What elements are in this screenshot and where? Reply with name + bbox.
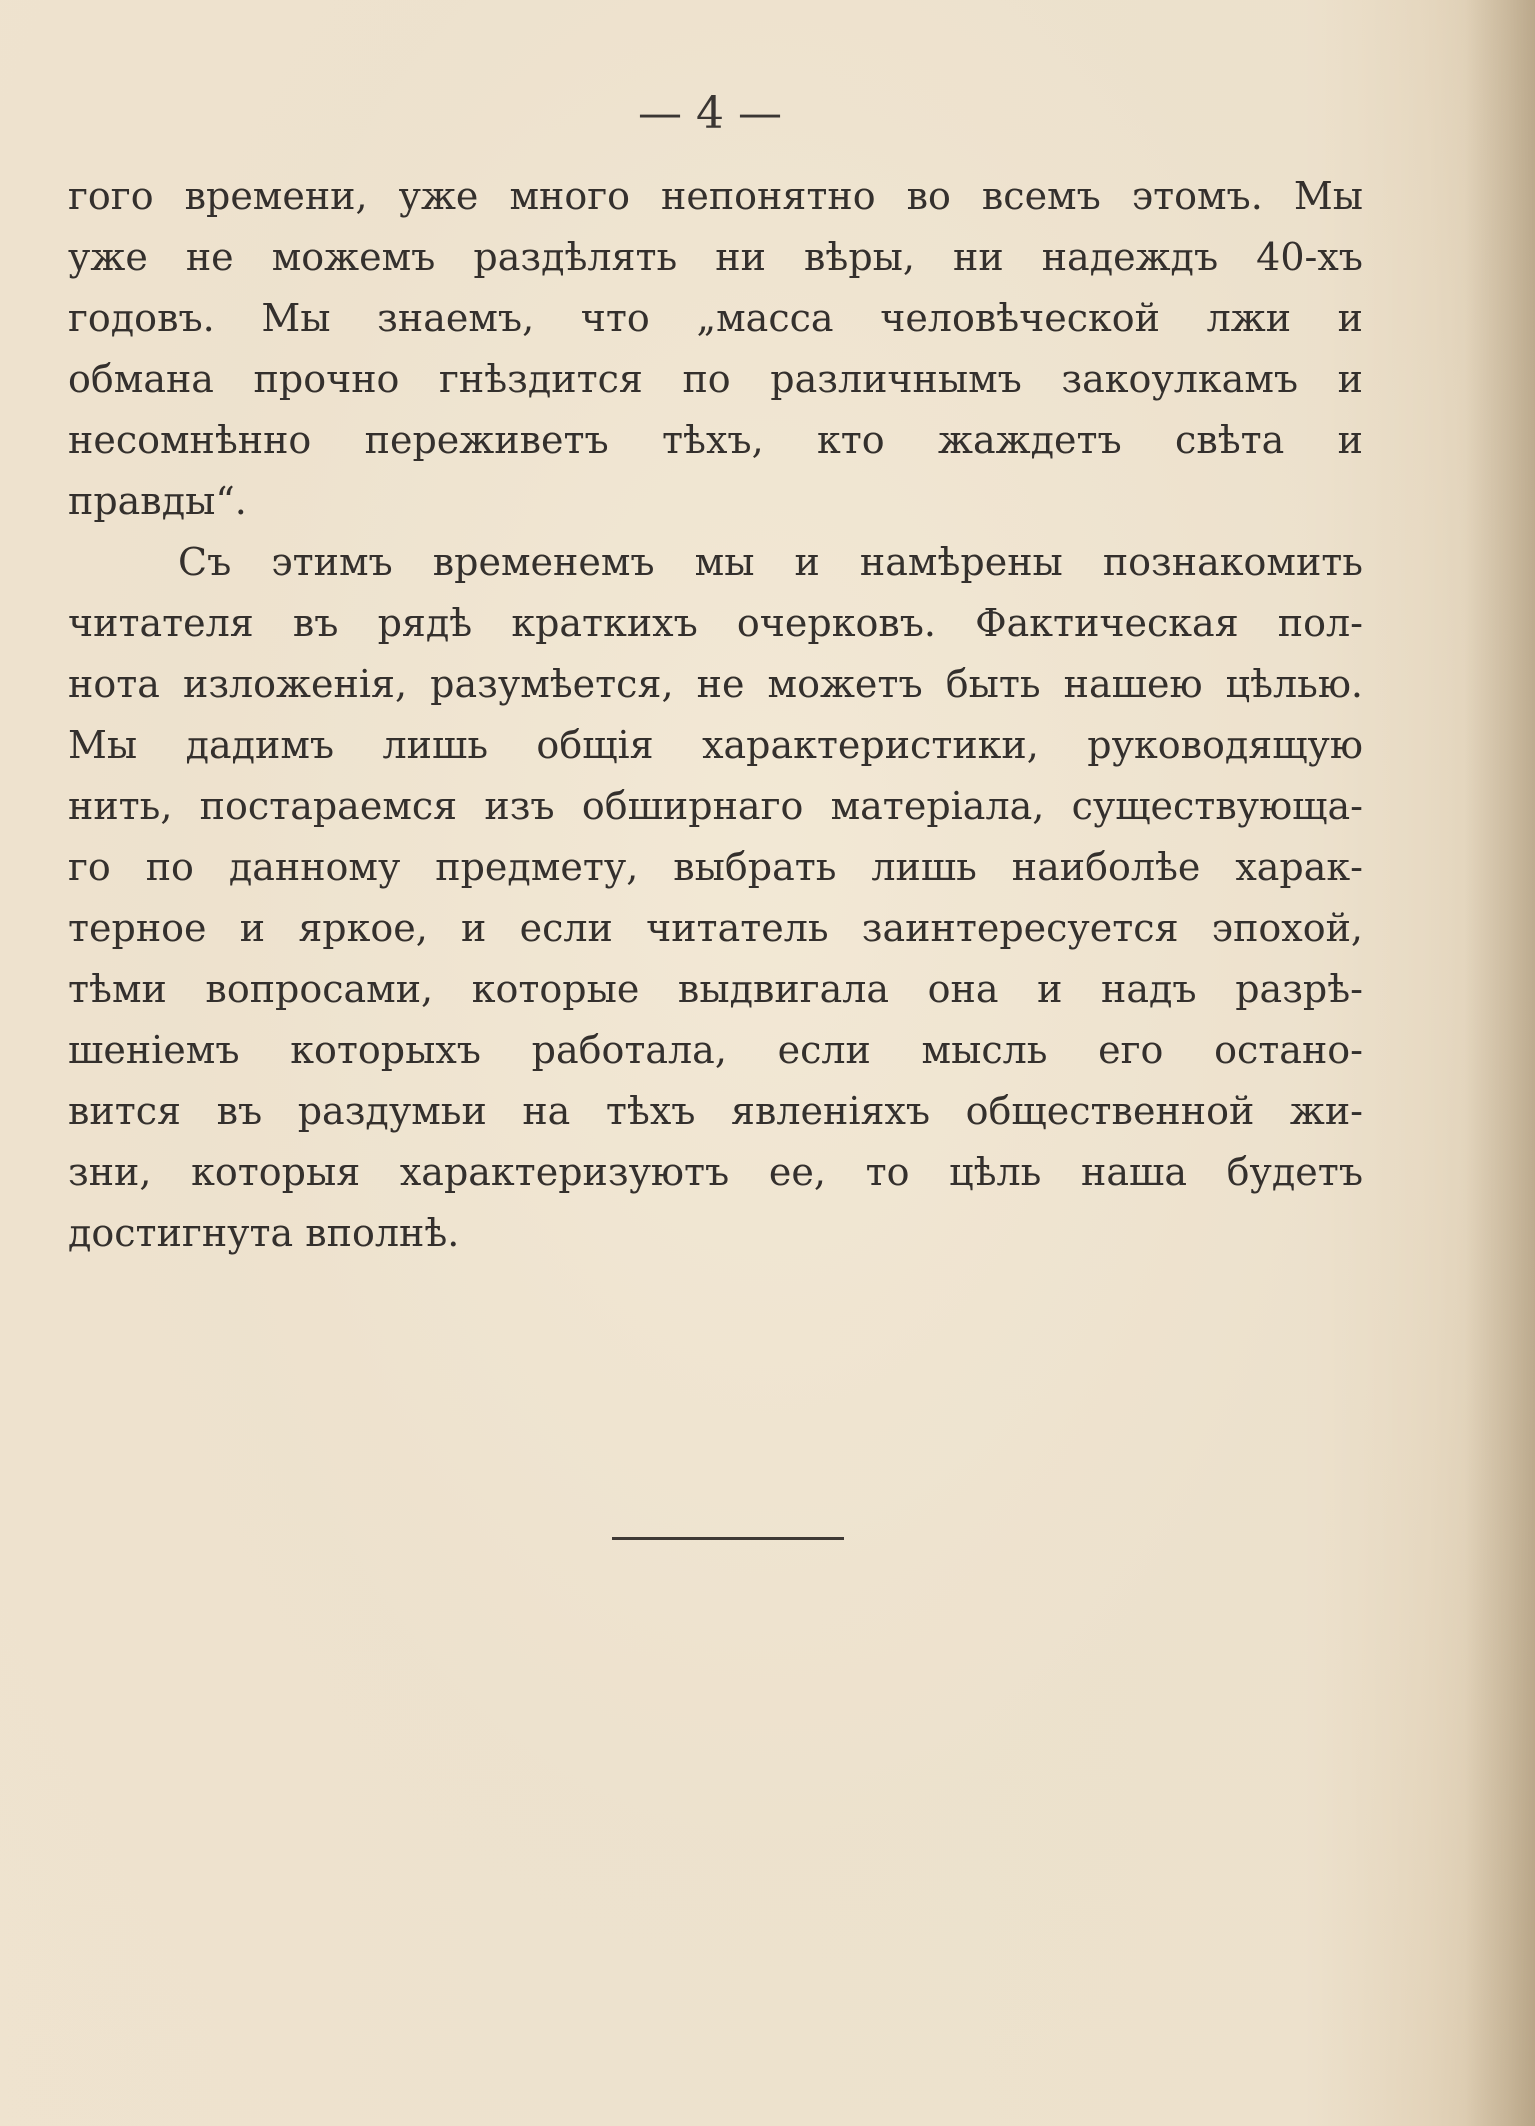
text-line: нота изложенія, разумѣется, не можетъ быть нашею цѣлью. bbox=[68, 662, 1363, 706]
text-line: Мы дадимъ лишь общія характеристики, руководящую bbox=[68, 723, 1363, 767]
text-line: годовъ. Мы знаемъ, что „масса человѣческой лжи и bbox=[68, 296, 1363, 340]
text-line: нить, постараемся изъ обширнаго матеріала, существующа- bbox=[68, 784, 1363, 828]
page-edge-shadow bbox=[1465, 0, 1535, 2126]
paragraph-1 bbox=[68, 166, 1363, 532]
paragraph-2 bbox=[68, 532, 1363, 1264]
text-line: правды“. bbox=[68, 479, 247, 523]
text-line: гого времени, уже много непонятно во всемъ этомъ. Мы bbox=[68, 174, 1363, 218]
text-line: читателя въ рядѣ краткихъ очерковъ. Фактическая пол- bbox=[68, 601, 1363, 645]
text-line: уже не можемъ раздѣлять ни вѣры, ни надеждъ 40-хъ bbox=[68, 235, 1363, 279]
page-number: — 4 — bbox=[638, 88, 782, 139]
text-line: го по данному предмету, выбрать лишь наиболѣе харак- bbox=[68, 845, 1363, 889]
text-line: тѣми вопросами, которые выдвигала она и надъ разрѣ- bbox=[68, 967, 1363, 1011]
section-divider-rule bbox=[612, 1537, 844, 1540]
text-line: зни, которыя характеризуютъ ее, то цѣль наша будетъ bbox=[68, 1150, 1363, 1194]
text-line: вится въ раздумьи на тѣхъ явленіяхъ общественной жи- bbox=[68, 1089, 1363, 1133]
text-line: несомнѣнно переживетъ тѣхъ, кто жаждетъ свѣта и bbox=[68, 418, 1363, 462]
text-line: обмана прочно гнѣздится по различнымъ закоулкамъ и bbox=[68, 357, 1363, 401]
text-line: достигнута вполнѣ. bbox=[68, 1211, 460, 1255]
text-line: терное и яркое, и если читатель заинтересуется эпохой, bbox=[68, 906, 1363, 950]
body-text bbox=[68, 166, 1363, 1264]
text-line: шеніемъ которыхъ работала, если мысль его остано- bbox=[68, 1028, 1363, 1072]
text-line: Съ этимъ временемъ мы и намѣрены познакомить bbox=[178, 540, 1363, 584]
